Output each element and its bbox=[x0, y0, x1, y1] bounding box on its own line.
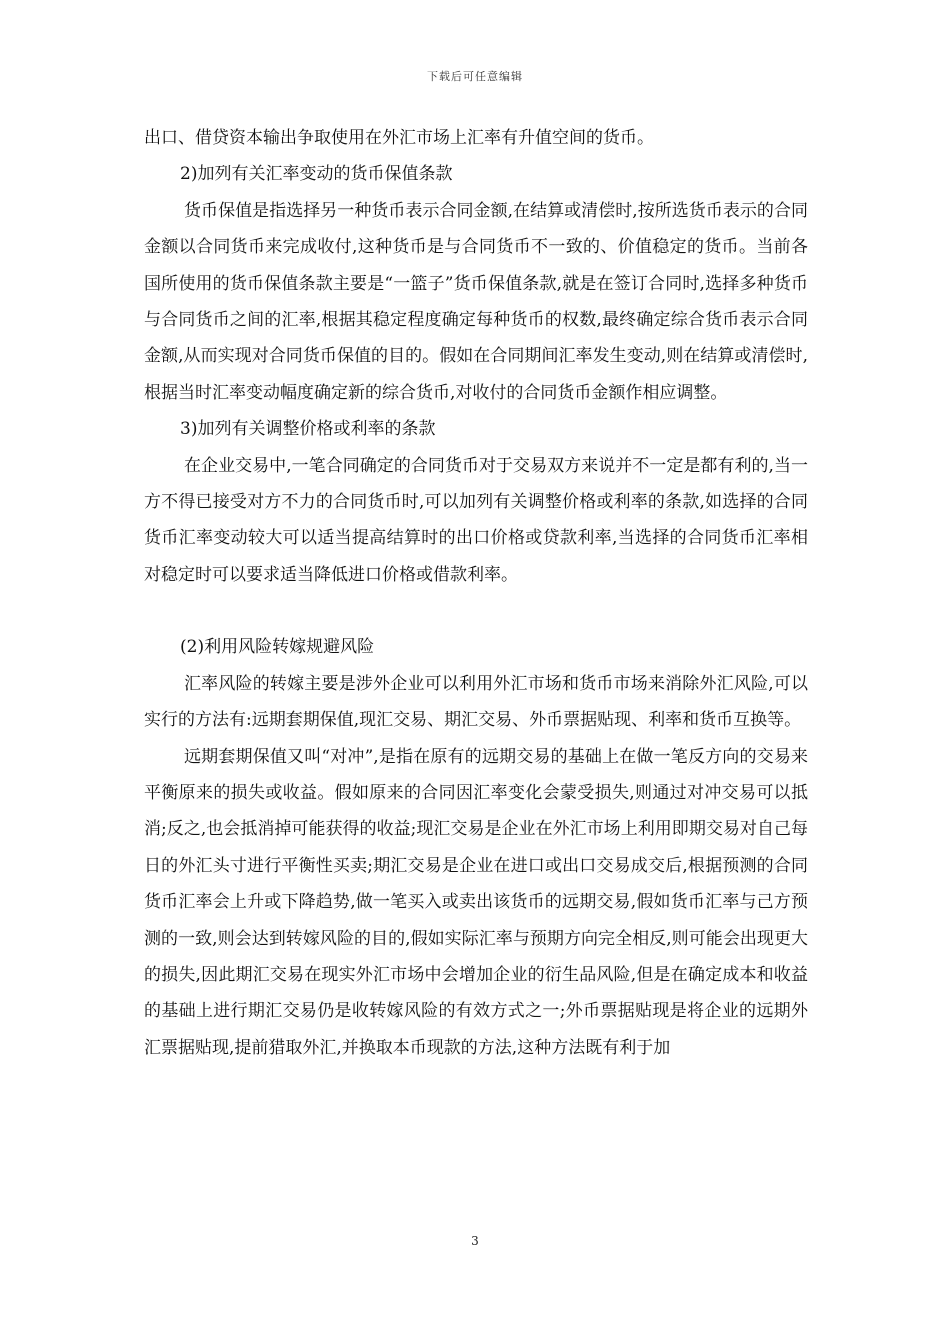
paragraph-forward-hedging: 远期套期保值又叫“对冲”,是指在原有的远期交易的基础上在做一笔反方向的交易来平衡原来的损失或收益。假如原来的合同因汇率变化会蒙受损失,则通过对冲交易可以抵消;反之,也会抵消掉可能获得的收益;现汇交易是企业在外汇市场上利用即期交易对自己每日的外汇头寸进行平衡性买卖;期汇交易是企业在进口或出口交易成交后,根据预测的合同货币汇率会上升或下降趋势,做一笔买入或卖出该货币的远期交易,假如货币汇率与己方预测的一致,则会达到转嫁风险的目的,假如实际汇率与预期方向完全相反,则可能会出现更大的损失,因此期汇交易在现实外汇市场中会增加企业的衍生品风险,但是在确定成本和收益的基础上进行期汇交易仍是收转嫁风险的有效方式之一;外币票据贴现是将企业的远期外汇票据贴现,提前猎取外汇,并换取本币现款的方法,这种方法既有利于加 bbox=[144, 746, 808, 1058]
paragraph-1: 出口、借贷资本输出争取使用在外汇市场上汇率有升值空间的货币。 bbox=[144, 128, 654, 148]
document-body bbox=[144, 120, 808, 1066]
section-heading-risk-transfer: (2)利用风险转嫁规避风险 bbox=[180, 637, 375, 658]
paragraph-risk-transfer: 汇率风险的转嫁主要是涉外企业可以利用外汇市场和货币市场来消除外汇风险,可以实行的方法有:远期套期保值,现汇交易、期汇交易、外币票据贴现、利率和货币互换等。 bbox=[144, 673, 808, 731]
paragraph-spacer bbox=[144, 593, 808, 629]
list-item-2: 2)加列有关汇率变动的货币保值条款 bbox=[180, 164, 453, 185]
page-number: 3 bbox=[471, 1234, 479, 1248]
list-item-3: 3)加列有关调整价格或利率的条款 bbox=[180, 419, 436, 440]
paragraph-price-adjustment: 在企业交易中,一笔合同确定的合同货币对于交易双方来说并不一定是都有利的,当一方不得已接受对方不力的合同货币时,可以加列有关调整价格或利率的条款,如选择的合同货币汇率变动较大可以适当提高结算时的出口价格或贷款利率,当选择的合同货币汇率相对稳定时可以要求适当降低进口价格或借款利率。 bbox=[144, 455, 808, 585]
page-header: 下载后可任意编辑 bbox=[427, 70, 523, 83]
paragraph-currency-hedging: 货币保值是指选择另一种货币表示合同金额,在结算或清偿时,按所选货币表示的合同金额以合同货币来完成收付,这种货币是与合同货币不一致的、价值稳定的货币。当前各国所使用的货币保值条款主要是“一篮子”货币保值条款,就是在签订合同时,选择多种货币与合同货币之间的汇率,根据其稳定程度确定每种货币的权数,最终确定综合货币表示合同金额,从而实现对合同货币保值的目的。假如在合同期间汇率发生变动,则在结算或清偿时,根据当时汇率变动幅度确定新的综合货币,对收付的合同货币金额作相应调整。 bbox=[144, 200, 808, 403]
